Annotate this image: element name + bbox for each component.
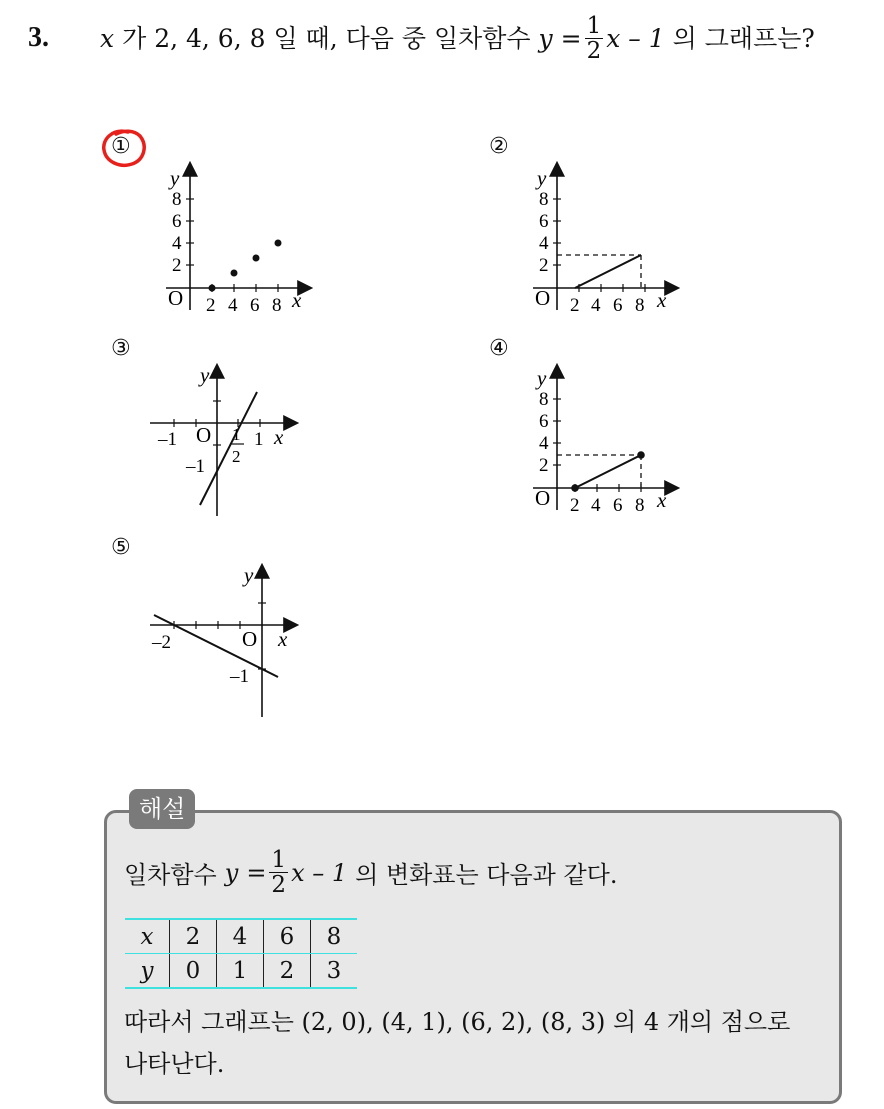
x-axis-label: x [274,425,284,449]
choice-5-label[interactable]: ⑤ [111,535,131,560]
y-axis-label: y [537,166,547,190]
x-axis-label: x [292,288,302,312]
x-axis-label: x [657,488,667,512]
fraction-numerator: 1 [586,13,602,39]
solution-conclusion: 따라서 그래프는 (2, 0), (4, 1), (6, 2), (8, 3) 의 4 개의 점으로 [124,1008,791,1036]
selected-answer-mark [98,124,152,172]
origin-label: O [196,423,212,447]
fraction-denominator: 2 [586,38,602,65]
y-tick-6: 6 [172,211,182,232]
y-tick-4: 4 [172,233,182,254]
solution-fraction-denominator: 2 [271,872,287,899]
x-tick-pos1: 1 [254,429,264,450]
x-tick-6: 6 [613,295,623,316]
value-table [125,918,357,989]
solution-expression-tail: x – 1 [291,858,348,887]
x-tick-2: 2 [570,495,580,516]
graph-4 [527,360,687,520]
graph-2 [527,158,687,318]
solution-line1-b: 의 변화표는 다음과 같다. [355,861,618,890]
point-2-0 [209,285,216,292]
y-tick-2: 2 [172,255,182,276]
var-y: y [538,24,553,54]
solution-fraction [269,848,288,897]
question-number: 3. [28,22,49,53]
table-cell: 0 [170,954,217,989]
y-axis-label: y [537,366,547,390]
solution-tab: 해설 [129,789,195,829]
line-graph [200,392,257,505]
y-tick-neg1: –1 [230,666,249,687]
expression-tail: x – 1 [606,24,665,54]
table-header-y: y [125,954,170,989]
line-segment [575,455,641,488]
y-tick-6: 6 [539,411,549,432]
table-header-x: x [125,919,170,954]
x-tick-8: 8 [635,495,645,516]
equals-sign: = [560,24,582,54]
graph-3 [150,360,310,520]
x-tick-4: 4 [228,295,238,316]
solution-equals: = [246,858,267,887]
origin-label: O [535,486,551,510]
y-tick-4: 4 [539,233,549,254]
table-cell: 4 [217,919,264,954]
choice-4-label[interactable]: ④ [489,336,509,361]
y-tick-8: 8 [539,389,549,410]
fraction-half [585,14,604,63]
x-tick-6: 6 [250,295,260,316]
x-tick-8: 8 [272,295,282,316]
var-x: x [100,24,115,54]
table-row-y [125,954,357,989]
table-cell: 6 [264,919,311,954]
y-tick-8: 8 [539,189,549,210]
question-text-b: 의 그래프는? [672,24,815,54]
choice-2-label[interactable]: ② [489,134,509,159]
choice-3-label[interactable]: ③ [111,336,131,361]
solution-fraction-numerator: 1 [271,847,287,873]
graph-1 [160,158,320,318]
point-8-3 [275,240,282,247]
point-6-2 [253,255,260,262]
x-tick-neg1: –1 [158,429,177,450]
half-denominator: 2 [232,447,241,466]
x-tick-2: 2 [206,295,216,316]
x-tick-4: 4 [591,495,601,516]
y-tick-2: 2 [539,255,549,276]
table-cell: 2 [264,954,311,989]
y-tick-8: 8 [172,189,182,210]
solution-intro [124,848,617,897]
x-axis-label: x [657,288,667,312]
origin-label: O [535,286,551,310]
table-cell: 2 [170,919,217,954]
choice-1-label[interactable]: ① [111,134,131,159]
origin-label: O [242,627,258,651]
graph-5 [150,562,310,722]
x-tick-6: 6 [613,495,623,516]
y-tick-4: 4 [539,433,549,454]
table-row-x [125,919,357,954]
line-segment [575,255,641,288]
solution-line1-a: 일차함수 [124,861,217,890]
question-text-a: 가 2, 4, 6, 8 일 때, 다음 중 일차함수 [122,24,531,54]
solution-conclusion-end: 나타난다. [124,1050,225,1078]
y-axis-label: y [244,563,254,587]
y-axis-label: y [200,363,210,387]
x-tick-8: 8 [635,295,645,316]
question-text [100,14,815,63]
table-cell: 1 [217,954,264,989]
x-tick-2: 2 [570,295,580,316]
table-cell: 8 [311,919,358,954]
y-tick-6: 6 [539,211,549,232]
y-tick-neg1: –1 [186,456,205,477]
x-tick-neg2: –2 [152,632,171,653]
y-tick-2: 2 [539,455,549,476]
x-axis-label: x [278,627,288,651]
x-tick-4: 4 [591,295,601,316]
table-cell: 3 [311,954,358,989]
y-axis-label: y [170,166,180,190]
solution-var-y: y [224,858,239,887]
endpoint-8-3 [637,451,645,459]
point-4-1 [231,270,238,277]
endpoint-2-0 [571,484,579,492]
half-numerator: 1 [232,425,241,444]
origin-label: O [168,286,184,310]
